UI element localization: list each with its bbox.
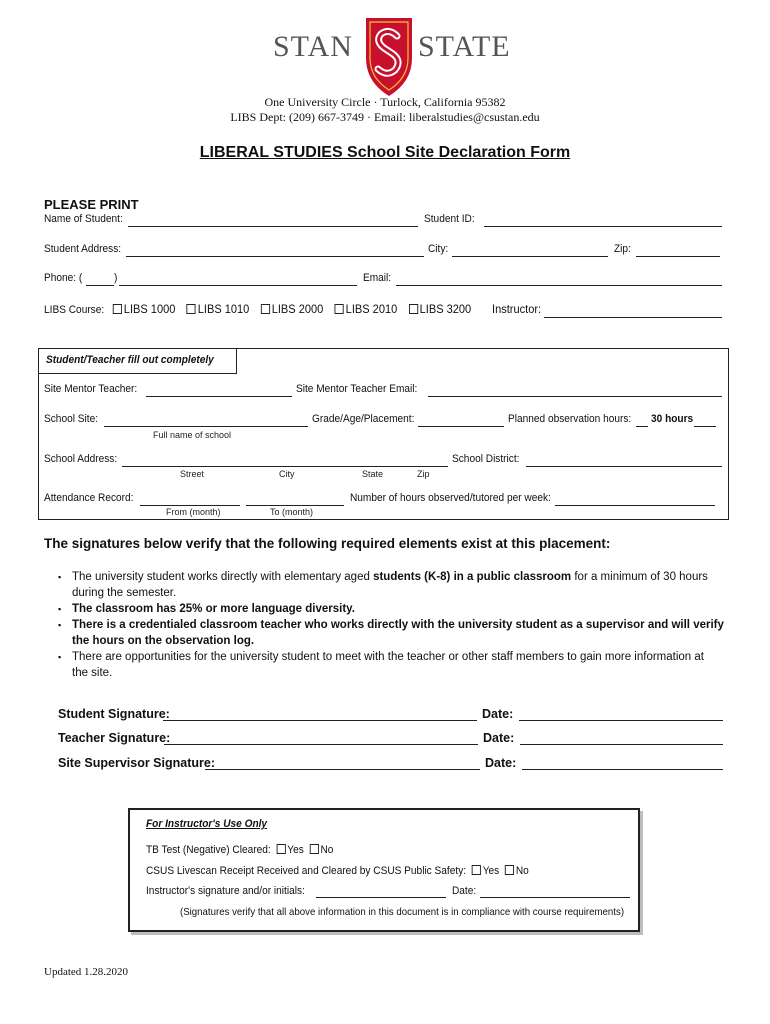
supervisor-date-label: Date: — [485, 756, 517, 770]
libs-course-options — [110, 302, 471, 316]
updated-date: Updated 1.28.2020 — [44, 966, 129, 978]
libs-1000-option[interactable]: LIBS 1000 — [110, 302, 175, 316]
tb-test-row: TB Test (Negative) Cleared: Yes No — [146, 844, 334, 856]
planned-hours-value: 30 hours — [651, 413, 694, 425]
planned-hours-label: Planned observation hours: — [508, 413, 632, 425]
school-district-label: School District: — [452, 453, 520, 465]
requirements-list — [44, 569, 762, 681]
teacher-date-field[interactable] — [520, 744, 723, 745]
stan-state-shield-logo — [362, 14, 416, 98]
phone-number-field[interactable] — [119, 285, 357, 286]
site-mentor-teacher-label: Site Mentor Teacher: — [44, 383, 138, 395]
instructor-box-heading: For Instructor's Use Only — [146, 818, 268, 830]
contact-line: LIBS Dept: (209) 667-3749 · Email: liberalstudies@csustan.edu — [230, 110, 540, 124]
teacher-date-label: Date: — [483, 731, 515, 745]
checkbox-icon[interactable] — [472, 865, 481, 875]
checkbox-icon[interactable] — [113, 304, 122, 314]
phone-paren: ) — [114, 272, 118, 284]
site-mentor-email-label: Site Mentor Teacher Email: — [296, 383, 418, 395]
attendance-to-field[interactable] — [246, 505, 344, 506]
instructor-initials-label: Instructor's signature and/or initials: — [146, 885, 305, 897]
checkbox-icon[interactable] — [505, 865, 514, 875]
student-signature-label: Student Signature: — [58, 707, 170, 721]
checkbox-icon[interactable] — [276, 844, 285, 854]
student-id-label: Student ID: — [424, 213, 475, 225]
site-mentor-email-field[interactable] — [428, 396, 722, 397]
school-address-label: School Address: — [44, 453, 118, 465]
requirement-k8-public-classroom: ▪ The university student works directly with elementary aged students (K-8) in a public classroom for a minimum of 30 hours during the semester. — [72, 569, 762, 601]
from-month-hint: From (month) — [166, 507, 221, 517]
teacher-signature-field[interactable] — [164, 744, 478, 745]
libs-1010-option[interactable]: LIBS 1010 — [184, 302, 249, 316]
instructor-label: Instructor: — [492, 302, 542, 316]
supervisor-signature-field[interactable] — [205, 769, 480, 770]
address-line: One University Circle · Turlock, California 95382 — [264, 95, 506, 109]
student-address-field[interactable] — [126, 256, 424, 257]
livescan-yes-option[interactable]: Yes — [469, 865, 499, 877]
instructor-initials-field[interactable] — [316, 897, 446, 898]
livescan-no-option[interactable]: No — [502, 865, 529, 877]
state-hint: State — [362, 469, 384, 479]
school-district-field[interactable] — [526, 466, 722, 467]
zip-field[interactable] — [636, 256, 720, 257]
checkbox-icon[interactable] — [309, 844, 318, 854]
hours-per-week-label: Number of hours observed/tutored per week: — [350, 492, 551, 504]
hours-per-week-field[interactable] — [555, 505, 715, 506]
planned-hours-suffix-line — [694, 426, 716, 427]
email-label: Email: — [363, 272, 392, 284]
livescan-row: CSUS Livescan Receipt Received and Cleared by CSUS Public Safety: Yes No — [146, 865, 529, 877]
requirement-credentialed-teacher: ▪ There is a credentialed classroom teacher who works directly with the university student as a supervisor and will verify the hours on the observation log. — [72, 617, 762, 649]
requirement-staff-opportunities: ▪ There are opportunities for the university student to meet with the teacher or other staff members to gain more information at the site. — [72, 649, 762, 681]
zip-label: Zip: — [614, 243, 631, 255]
city-field[interactable] — [452, 256, 608, 257]
logo-text-stan: STAN — [273, 30, 353, 63]
site-tab-label: Student/Teacher fill out completely — [46, 354, 214, 366]
libs-3200-option[interactable]: LIBS 3200 — [406, 302, 471, 316]
site-mentor-teacher-field[interactable] — [146, 396, 292, 397]
libs-2010-option[interactable]: LIBS 2010 — [332, 302, 397, 316]
student-address-label: Student Address: — [44, 243, 122, 255]
city-hint: City — [279, 469, 295, 479]
checkbox-icon[interactable] — [335, 304, 344, 314]
to-month-hint: To (month) — [270, 507, 314, 517]
page-title: LIBERAL STUDIES School Site Declaration Form — [199, 144, 571, 161]
phone-area-code-field[interactable] — [86, 285, 114, 286]
compliance-note: (Signatures verify that all above information in this document is in compliance with course requirements) — [180, 906, 625, 918]
planned-hours-prefix-line — [636, 426, 648, 427]
checkbox-icon[interactable] — [409, 304, 418, 314]
name-of-student-field[interactable] — [128, 226, 418, 227]
tb-no-option[interactable]: No — [307, 844, 334, 856]
checkbox-icon[interactable] — [261, 304, 270, 314]
logo-text-state: STATE — [418, 30, 511, 63]
tb-yes-option[interactable]: Yes — [274, 844, 304, 856]
supervisor-signature-label: Site Supervisor Signature: — [58, 756, 215, 770]
school-address-field[interactable] — [122, 466, 448, 467]
student-signature-field[interactable] — [163, 720, 477, 721]
full-name-hint: Full name of school — [153, 430, 232, 440]
please-print-label: PLEASE PRINT — [44, 197, 139, 212]
school-site-label: School Site: — [44, 413, 99, 425]
name-of-student-label: Name of Student: — [44, 213, 123, 225]
requirements-heading: The signatures below verify that the following required elements exist at this placement: — [44, 536, 611, 551]
supervisor-date-field[interactable] — [522, 769, 723, 770]
checkbox-icon[interactable] — [187, 304, 196, 314]
city-label: City: — [428, 243, 449, 255]
student-date-label: Date: — [482, 707, 514, 721]
student-date-field[interactable] — [519, 720, 723, 721]
attendance-from-field[interactable] — [140, 505, 240, 506]
instructor-date-label: Date: — [452, 885, 477, 897]
phone-label: Phone: ( — [44, 272, 83, 284]
libs-course-label: LIBS Course: — [44, 304, 105, 316]
student-id-field[interactable] — [484, 226, 722, 227]
attendance-record-label: Attendance Record: — [44, 492, 134, 504]
instructor-field[interactable] — [544, 317, 722, 318]
school-site-field[interactable] — [104, 426, 308, 427]
grade-placement-field[interactable] — [418, 426, 504, 427]
grade-placement-label: Grade/Age/Placement: — [312, 413, 415, 425]
zip-hint: Zip — [417, 469, 430, 479]
instructor-date-field[interactable] — [480, 897, 630, 898]
teacher-signature-label: Teacher Signature: — [58, 731, 171, 745]
requirement-language-diversity: ▪ The classroom has 25% or more language diversity. — [72, 601, 762, 617]
street-hint: Street — [180, 469, 205, 479]
email-field[interactable] — [396, 285, 722, 286]
libs-2000-option[interactable]: LIBS 2000 — [258, 302, 323, 316]
